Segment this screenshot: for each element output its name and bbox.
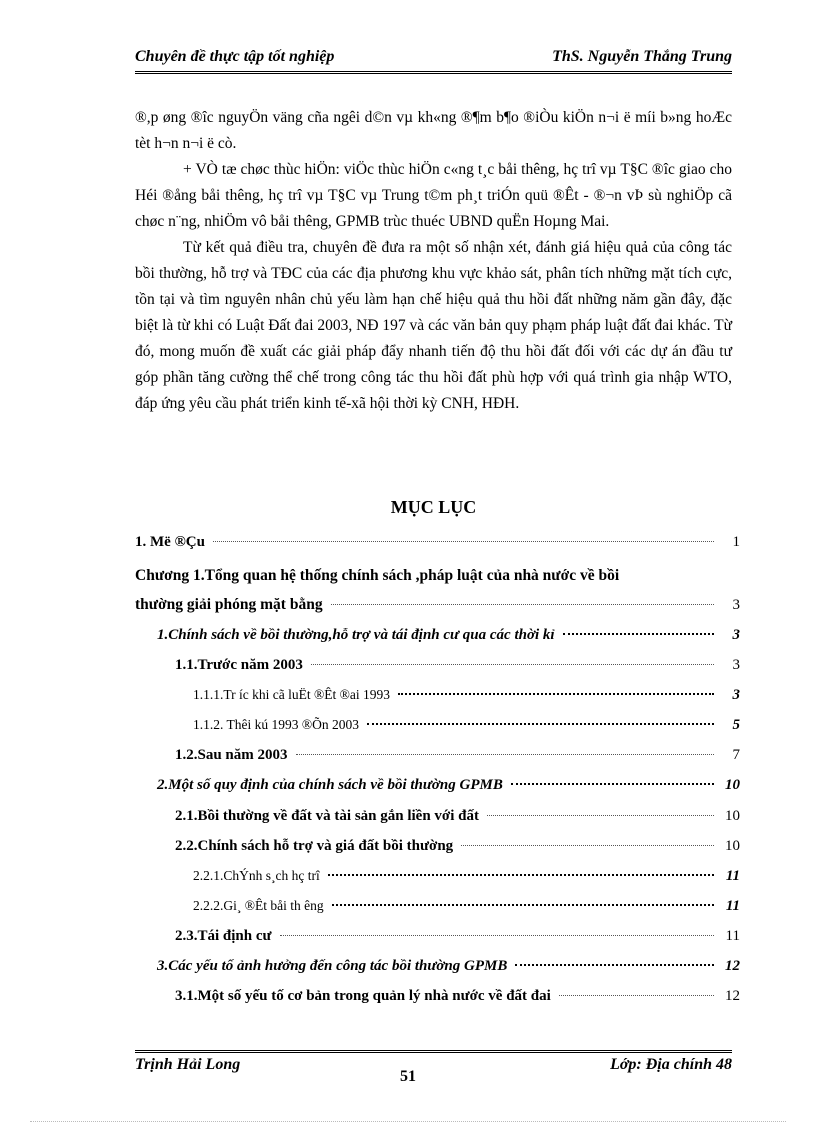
body-text [135, 105, 732, 417]
toc-leader [311, 664, 714, 665]
toc-entry-page: 10 [725, 808, 740, 824]
toc-entry-label: 2.2.1.ChÝnh s¸ch hç trî [193, 868, 320, 883]
toc-entry-label: 3.1.Một số yếu tố cơ bản trong quản lý nhà nước về đất đai [175, 988, 551, 1004]
toc-entry-page: 12 [725, 988, 740, 1004]
page-header [135, 46, 732, 72]
toc-entry[interactable] [135, 627, 740, 649]
toc-entry-page: 3 [732, 687, 740, 703]
toc-entry-page: 11 [725, 898, 740, 914]
toc-entry[interactable] [135, 988, 740, 1010]
toc-entry-label: 1.2.Sau năm 2003 [175, 747, 288, 763]
toc-entry-label: Chương 1.Tổng quan hệ thống chính sách ,pháp luật của nhà nước về bồi [135, 567, 620, 584]
toc-entry-page: 5 [732, 717, 740, 733]
toc-entry-label: 3.Các yếu tố ảnh hưởng đến công tác bồi thường GPMB [157, 958, 508, 974]
toc-leader [559, 995, 714, 996]
toc-entry-page: 10 [725, 777, 740, 793]
toc-entry-page: 10 [725, 838, 740, 854]
toc-entry-page: 12 [725, 958, 740, 974]
toc-entry-label: 2.1.Bồi thường về đất và tài sản gắn liền với đất [175, 808, 479, 824]
toc-entry[interactable] [135, 958, 740, 980]
toc-entry-label: thường giải phóng mặt bằng [135, 596, 323, 613]
toc-leader [461, 845, 714, 846]
toc-entry-page: 11 [725, 868, 740, 884]
toc-leader [367, 723, 714, 725]
toc-entry[interactable] [135, 898, 740, 920]
toc-leader [511, 783, 714, 785]
toc-entry[interactable] [135, 717, 740, 739]
footer-author: Trịnh Hải Long [135, 1056, 241, 1073]
toc-entry[interactable] [135, 596, 740, 618]
footer-divider [135, 1050, 732, 1053]
toc-entry[interactable] [135, 687, 740, 709]
toc-entry-line[interactable] [135, 567, 740, 589]
toc-entry[interactable] [135, 657, 740, 679]
toc-leader [280, 935, 714, 936]
toc-title: MỤC LỤC [390, 497, 477, 517]
page-edge-divider [30, 1121, 786, 1122]
toc-leader [331, 604, 714, 605]
toc-entry-page: 1 [732, 534, 740, 550]
paragraph-2: + VÒ tæ chøc thùc hiÖn: viÖc thùc hiÖn c«ng t¸c båi thêng, hç trî vµ T§C ®îc giao cho Héi ®ång båi thêng, hç trî vµ T§C vµ Trung t©m ph¸t triÓn quü ®Êt - ®¬n vÞ sù nghiÖp cã chøc n¨ng, nhiÖm vô båi thêng, GPMB trùc thuéc UBND quËn Hoµng Mai. [135, 161, 732, 230]
toc-entry-label: 2.3.Tái định cư [175, 928, 272, 944]
page-number: 51 [400, 1068, 416, 1085]
paragraph-3: Từ kết quả điều tra, chuyên đề đưa ra một số nhận xét, đánh giá hiệu quả của công tác bồi thường, hỗ trợ và TĐC của các địa phương khu vực khảo sát, phân tích những mặt tích cực, tồn tại và tìm nguyên nhân chủ yếu làm hạn chế hiệu quả thu hồi đất những năm gần đây, đặc biệt là từ khi có Luật Đất đai 2003, NĐ 197 và các văn bản quy phạm pháp luật đất đai khác. Từ đó, mong muốn đề xuất các giải pháp đẩy nhanh tiến độ thu hồi đất đối với các dự án đầu tư góp phần tăng cường thể chế trong công tác thu hồi đất phù hợp với quá trình gia nhập WTO, đáp ứng yêu cầu phát triển kinh tế-xã hội thời kỳ CNH, HĐH. [135, 239, 732, 412]
toc-entry-label: 2.2.2.Gi¸ ®Êt båi th êng [193, 898, 324, 913]
toc-leader [563, 633, 714, 635]
toc-leader [213, 541, 714, 542]
toc-entry-label: 1. Më ®Çu [135, 534, 205, 550]
toc-entry[interactable] [135, 747, 740, 769]
toc-entry-page: 3 [732, 627, 740, 643]
toc-entry-label: 1.1.2. Thêi kú 1993 ®Õn 2003 [193, 717, 360, 732]
toc-entry[interactable] [135, 868, 740, 890]
toc-entry[interactable] [135, 838, 740, 860]
toc-entry-label: 1.Chính sách về bồi thường,hỗ trợ và tái định cư qua các thời kỉ [157, 627, 555, 643]
toc-leader [332, 904, 714, 906]
toc-leader [398, 693, 714, 695]
toc-entry[interactable] [135, 928, 740, 950]
footer-class: Lớp: Địa chính 48 [610, 1056, 732, 1073]
toc-leader [296, 754, 714, 755]
toc-entry-page: 3 [732, 597, 740, 613]
toc-leader [487, 815, 714, 816]
toc-entry[interactable] [135, 808, 740, 830]
header-advisor: ThS. Nguyễn Thắng Trung [552, 48, 732, 65]
paragraph-1: ®,p øng ®îc nguyÖn väng cña ngêi d©n vµ kh«ng ®¶m b¶o ®iÒu kiÖn n¬i ë míi b»ng hoÆc tèt h¬n n¬i ë cò. [135, 109, 732, 152]
toc-entry-label: 1.1.1.Tr íc khi cã luËt ®Êt ®ai 1993 [193, 687, 390, 702]
toc-entry-label: 2.Một số quy định của chính sách về bồi thường GPMB [157, 777, 503, 793]
toc-entry-page: 7 [732, 747, 740, 763]
toc-entry[interactable] [135, 534, 740, 556]
header-divider [135, 71, 732, 74]
toc-entry-label: 2.2.Chính sách hỗ trợ và giá đất bồi thường [175, 838, 454, 854]
toc-entry-label: 1.1.Trước năm 2003 [175, 657, 303, 673]
toc-entry-page: 3 [732, 657, 740, 673]
toc-entry[interactable] [135, 777, 740, 799]
toc-leader [328, 874, 714, 876]
toc-leader [515, 964, 714, 966]
header-title: Chuyên đề thực tập tốt nghiệp [135, 48, 335, 65]
toc-entry-page: 11 [725, 928, 740, 944]
